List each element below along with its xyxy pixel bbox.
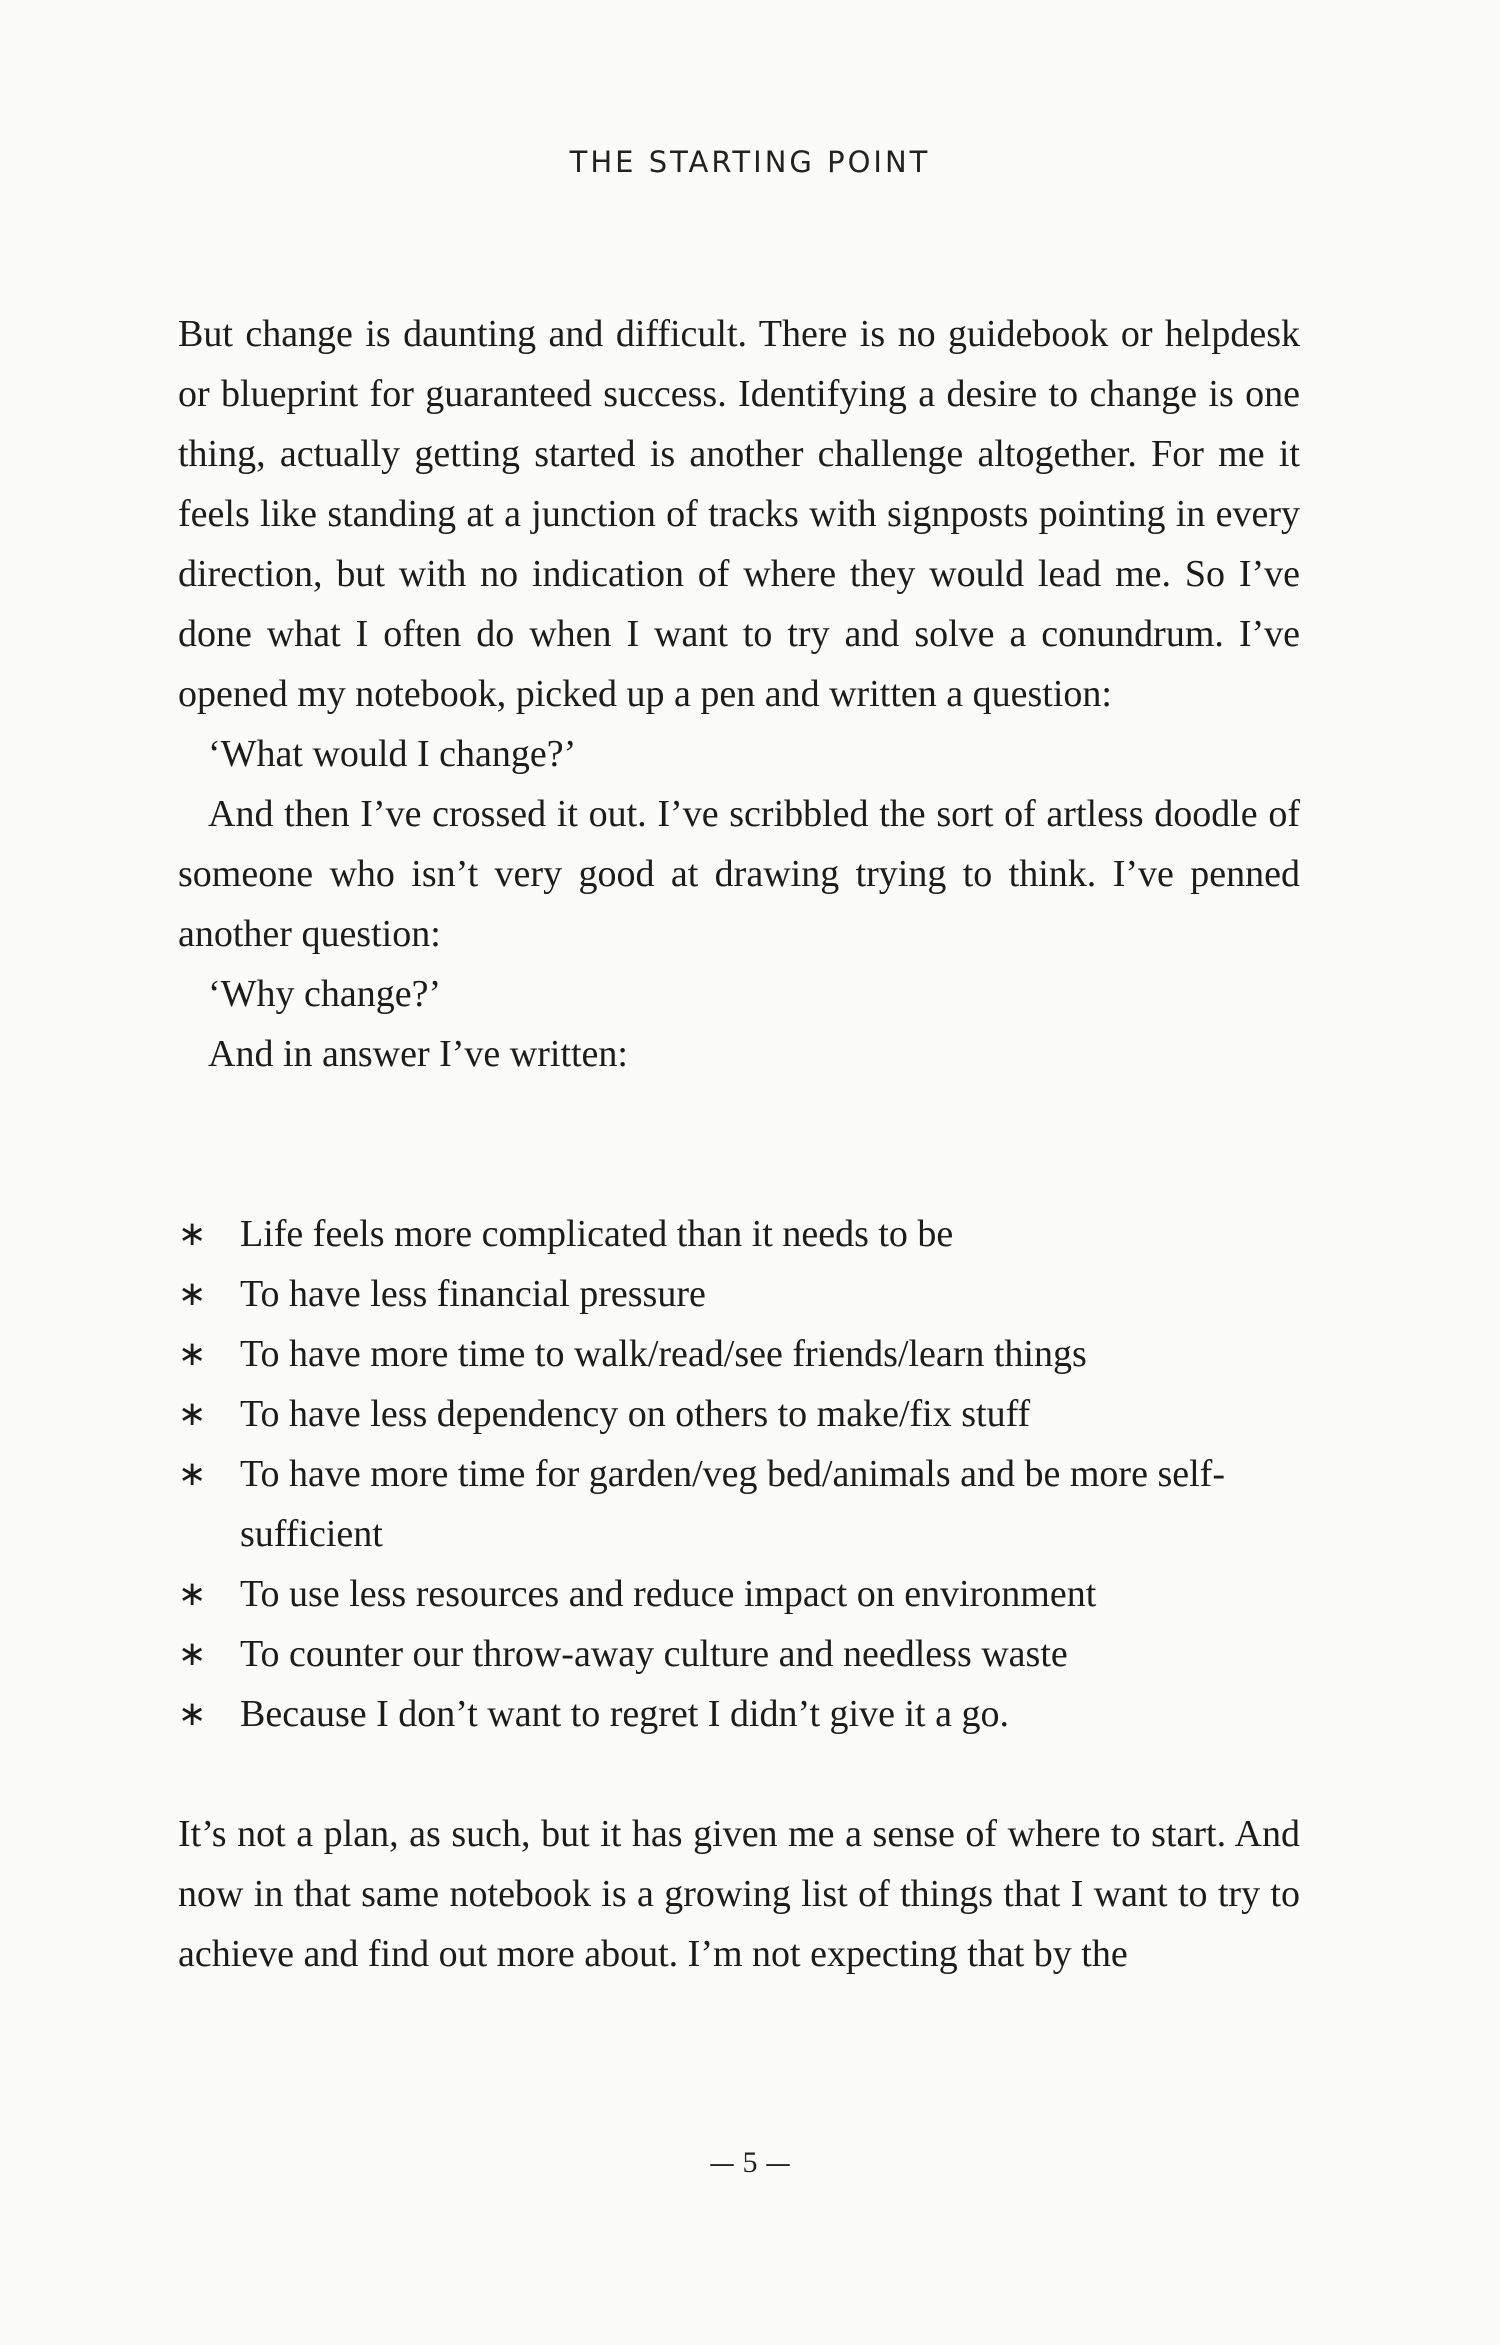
paragraph-in-answer: And in answer I’ve written:: [208, 1033, 628, 1075]
folio-number: 5: [742, 2146, 758, 2179]
list-item: [178, 1624, 1300, 1684]
reasons-list: [178, 1204, 1300, 1744]
list-item: [178, 1564, 1300, 1624]
asterisk-bullet-icon: ∗: [178, 1274, 207, 1314]
list-item-text: Because I don’t want to regret I didn’t give it a go.: [240, 1693, 1009, 1735]
asterisk-bullet-icon: ∗: [178, 1694, 207, 1734]
list-item: [178, 1384, 1300, 1444]
list-item: [178, 1204, 1300, 1264]
folio-dash-right: —: [765, 2149, 791, 2179]
asterisk-bullet-icon: ∗: [178, 1454, 207, 1494]
list-item: [178, 1684, 1300, 1744]
list-item: [178, 1264, 1300, 1324]
running-head: THE STARTING POINT: [569, 145, 931, 179]
list-item-text: To have more time for garden/veg bed/animals and be more self-sufficient: [240, 1453, 1225, 1555]
quote-what-would-i-change: ‘What would I change?’: [208, 733, 577, 775]
list-item-text: To use less resources and reduce impact on environment: [240, 1573, 1097, 1615]
list-item-text: To have less financial pressure: [240, 1273, 706, 1315]
asterisk-bullet-icon: ∗: [178, 1574, 207, 1614]
paragraph-crossed-out: And then I’ve crossed it out. I’ve scribbled the sort of artless doodle of someone who isn’t very good at drawing trying to think. I’ve penned another question:: [178, 793, 1300, 955]
asterisk-bullet-icon: ∗: [178, 1634, 207, 1674]
paragraph-closing: It’s not a plan, as such, but it has given me a sense of where to start. And now in that same notebook is a growing list of things that I want to try to achieve and find out more about. I’m not expecting that by the: [178, 1813, 1300, 1975]
asterisk-bullet-icon: ∗: [178, 1394, 207, 1434]
list-item-text: To counter our throw-away culture and needless waste: [240, 1633, 1068, 1675]
asterisk-bullet-icon: ∗: [178, 1334, 207, 1374]
quote-why-change: ‘Why change?’: [208, 973, 442, 1015]
folio-dash-left: —: [709, 2149, 735, 2179]
list-item-text: Life feels more complicated than it needs to be: [240, 1213, 954, 1255]
page-number: [0, 2146, 1500, 2180]
asterisk-bullet-icon: ∗: [178, 1214, 207, 1254]
text-block-top: [178, 304, 1300, 1084]
text-block-bottom: [178, 1804, 1300, 1984]
paragraph-intro: But change is daunting and difficult. There is no guidebook or helpdesk or blueprint for guaranteed success. Identifying a desire to change is one thing, actually getting started is another challenge altogether. For me it feels like standing at a junction of tracks with signposts pointing in every direction, but with no indication of where they would lead me. So I’ve done what I often do when I want to try and solve a conundrum. I’ve opened my notebook, picked up a pen and written a question:: [178, 313, 1300, 715]
list-item: [178, 1444, 1300, 1564]
list-item-text: To have less dependency on others to make/fix stuff: [240, 1393, 1031, 1435]
list-item: [178, 1324, 1300, 1384]
list-item-text: To have more time to walk/read/see friends/learn things: [240, 1333, 1087, 1375]
